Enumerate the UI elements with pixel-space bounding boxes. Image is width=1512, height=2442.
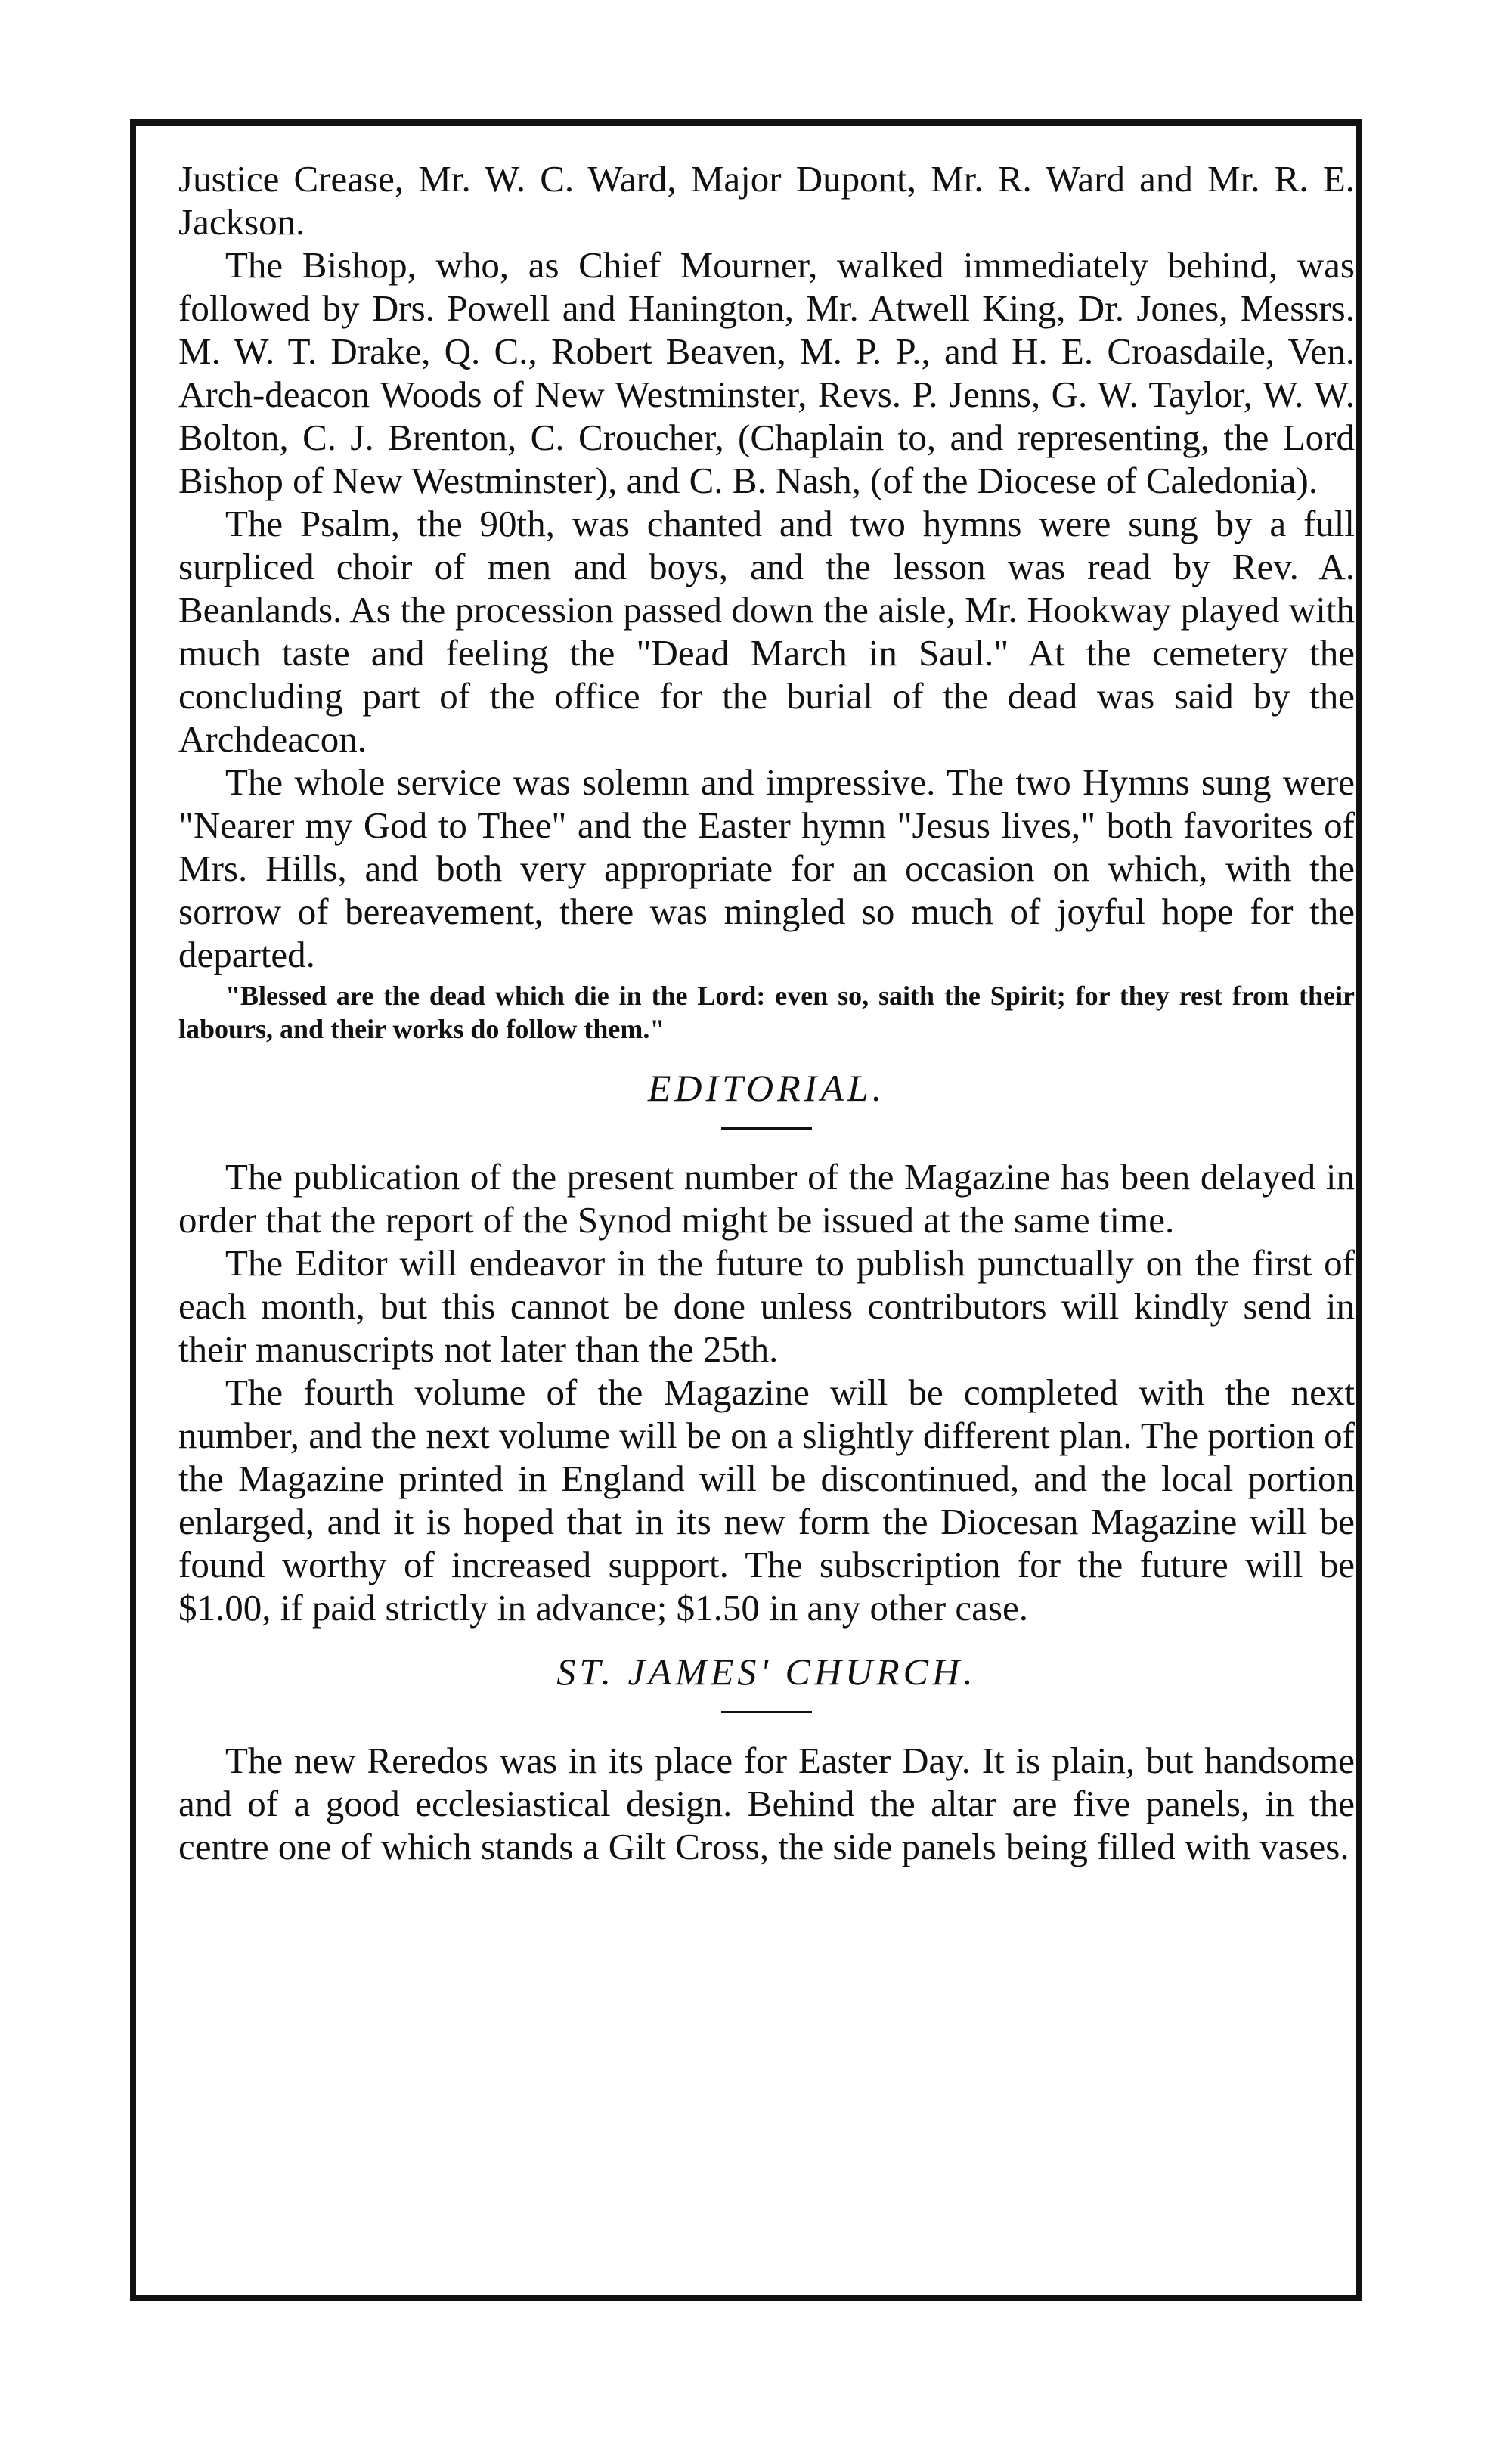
editorial-paragraph: The fourth volume of the Magazine will be completed with the next number, and the next volume will be on a slightly different plan. The portion of the Magazine printed in England will be discontinued, and the local portion enlarged, and it is hoped that in its new form the Diocesan Magazine will be found worthy of increased support. The subscription for the future will be $1.00, if paid strictly in advance; $1.50 in any other case. (178, 1371, 1355, 1629)
article-paragraph: The Bishop, who, as Chief Mourner, walked immediately behind, was followed by Drs. Powell and Hanington, Mr. Atwell King, Dr. Jones, Messrs. M. W. T. Drake, Q. C., Robert Beaven, M. P. P., and H. E. Croasdaile, Ven. Arch-deacon Woods of New Westminster, Revs. P. Jenns, G. W. Taylor, W. W. Bolton, C. J. Brenton, C. Croucher, (Chaplain to, and representing, the Lord Bishop of New Westminster), and C. B. Nash, (of the Diocese of Caledonia). (178, 244, 1355, 501)
article-paragraph: Justice Crease, Mr. W. C. Ward, Major Dupont, Mr. R. Ward and Mr. R. E. Jackson. (178, 158, 1355, 243)
editorial-paragraph: The publication of the present number of the Magazine has been delayed in order that the report of the Synod might be issued at the same time. (178, 1156, 1355, 1241)
st-james-paragraph: The new Reredos was in its place for Easter Day. It is plain, but handsome and of a good ecclesiastical design. Behind the altar are five panels, in the centre one of which stands a Gilt Cross, the side panels being filled with vases. (178, 1740, 1355, 1867)
article-paragraph: The Psalm, the 90th, was chanted and two hymns were sung by a full surpliced choir of men and boys, and the lesson was read by Rev. A. Beanlands. As the procession passed down the aisle, Mr. Hookway played with much taste and feeling the "Dead March in Saul." At the cemetery the concluding part of the office for the burial of the dead was said by the Archdeacon. (178, 503, 1355, 760)
scripture-quote: "Blessed are the dead which die in the Lord: even so, saith the Spirit; for they rest from their labours, and their works do follow them." (178, 981, 1355, 1044)
editorial-heading: EDITORIAL. (647, 1067, 886, 1109)
text-column (178, 157, 1355, 1868)
st-james-heading: ST. JAMES' CHURCH. (556, 1650, 977, 1693)
article-paragraph: The whole service was solemn and impressive. The two Hymns sung were "Nearer my God to Thee" and the Easter hymn "Jesus lives," both favorites of Mrs. Hills, and both very appropriate for an occasion on which, with the sorrow of bereavement, there was mingled so much of joyful hope for the departed. (178, 761, 1355, 975)
editorial-paragraph: The Editor will endeavor in the future to publish punctually on the first of each month, but this cannot be done unless contributors will kindly send in their manuscripts not later than the 25th. (178, 1242, 1355, 1370)
section-rule (721, 1127, 812, 1130)
section-rule (721, 1711, 812, 1713)
